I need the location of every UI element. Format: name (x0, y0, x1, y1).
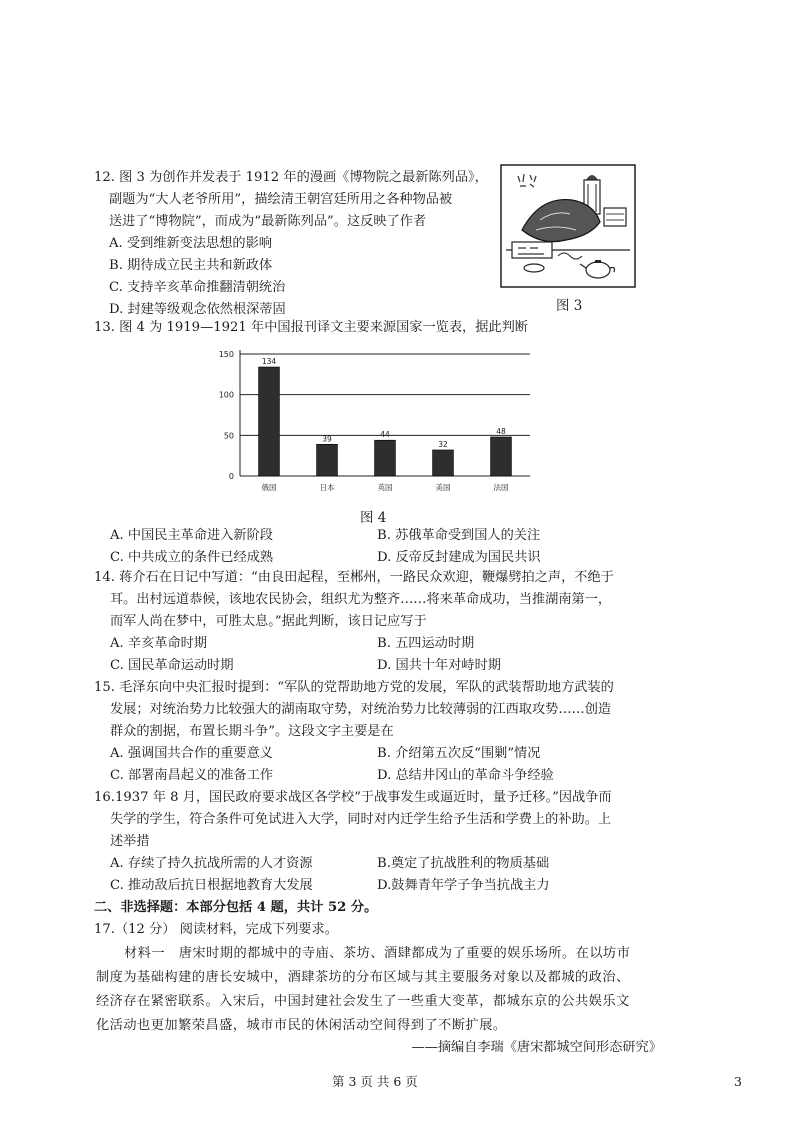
q13-option-d: D. 反帝反封建成为国民共识 (377, 550, 541, 565)
q12-option-d: D. 封建等级观念依然根深蒂固 (109, 302, 286, 317)
bar-data-label: 39 (322, 434, 332, 444)
material-line-3: 经济存在紧密联系。入宋后，中国封建社会发生了一些重大变革，都城东京的公共娱乐文 (96, 994, 630, 1009)
material-source: ——摘编自李瑞《唐宋都城空间形态研究》 (411, 1040, 662, 1055)
q15-option-a: A. 强调国共合作的重要意义 (110, 746, 273, 761)
y-tick-label: 150 (218, 350, 234, 359)
x-tick-label: 美国 (435, 483, 451, 492)
q13-stem: 13. 图 4 为 1919—1921 年中国报刊译文主要来源国家一览表，据此判断 (94, 320, 528, 335)
q14-option-a: A. 辛亥革命时期 (110, 636, 208, 651)
bar (433, 450, 454, 476)
material-line-4: 化活动也更加繁荣昌盛，城市市民的休闲活动空间得到了不断扩展。 (96, 1018, 507, 1033)
q14-line-2: 耳。出村远道恭候，该地农民协会，组织尤为整齐……将来革命成功，当推湖南第一， (110, 592, 612, 607)
bar (375, 440, 396, 476)
q13-option-c: C. 中共成立的条件已经成熟 (110, 550, 274, 565)
x-tick-label: 英国 (377, 483, 393, 492)
q14-option-b: B. 五四运动时期 (377, 636, 475, 651)
q15-option-c: C. 部署南昌起义的准备工作 (110, 768, 274, 783)
q15-line-1: 15. 毛泽东向中央汇报时提到：“军队的党帮助地方党的发展，军队的武装帮助地方武装的 (94, 680, 614, 695)
section-2-heading: 二、非选择题：本部分包括 4 题，共计 52 分。 (94, 900, 378, 915)
q16-option-b: B.奠定了抗战胜利的物质基础 (377, 856, 550, 871)
q15-option-d: D. 总结井冈山的革命斗争经验 (377, 768, 554, 783)
q15-line-3: 群众的割据，布置长期斗争”。这段文字主要是在 (110, 724, 394, 739)
q13-option-a: A. 中国民主革命进入新阶段 (110, 528, 273, 543)
q16-line-2: 失学的学生，符合条件可免试进入大学，同时对内迁学生给予生活和学费上的补助。上 (110, 812, 612, 827)
q16-option-c: C. 推动敌后抗日根据地教育大发展 (110, 878, 313, 893)
material-line-2: 制度为基础构建的唐长安城中，酒肆茶坊的分布区域与其主要服务对象以及都城的政治、 (96, 970, 630, 985)
q16-line-1: 16.1937 年 8 月，国民政府要求战区各学校“于战事发生或逼近时，量予迁移。”因战争而 (94, 790, 612, 805)
x-tick-label: 法国 (493, 483, 509, 492)
q12-line-1: 12. 图 3 为创作并发表于 1912 年的漫画《博物院之最新陈列品》， (94, 170, 488, 185)
q13-option-b: B. 苏俄革命受到国人的关注 (377, 528, 541, 543)
q16-option-a: A. 存续了持久抗战所需的人才资源 (110, 856, 313, 871)
q12-line-2: 副题为“大人老爷所用”，描绘清王朝宫廷所用之各种物品被 (109, 192, 453, 207)
figure-4-chart (210, 340, 540, 500)
q17-stem: 17.（12 分） 阅读材料，完成下列要求。 (94, 922, 338, 937)
figure-3-cartoon (500, 164, 636, 288)
bar (317, 444, 338, 476)
q15-line-2: 发展；对统治势力比较强大的湖南取守势，对统治势力比较薄弱的江西取攻势……创造 (110, 702, 612, 717)
y-tick-label: 0 (228, 472, 234, 481)
q14-line-1: 14. 蒋介石在日记中写道：“由良田起程，至郴州，一路民众欢迎，鞭爆劈拍之声，不绝于 (94, 570, 614, 585)
q12-option-c: C. 支持辛亥革命推翻清朝统治 (109, 280, 286, 295)
bar (259, 367, 280, 476)
q16-line-3: 述举措 (110, 834, 150, 849)
q14-line-3: 而军人尚在梦中，可胜太息。”据此判断，该日记应写于 (110, 614, 427, 629)
cartoon-illustration (500, 164, 636, 288)
q12-option-b: B. 期待成立民主共和新政体 (109, 258, 273, 273)
material-line-1: 材料一 唐宋时期的都城中的寺庙、茶坊、酒肆都成为了重要的娱乐场所。在以坊市 (124, 946, 631, 961)
bar (491, 437, 512, 476)
bar-data-label: 48 (496, 426, 506, 436)
q15-option-b: B. 介绍第五次反“围剿”情况 (377, 746, 541, 761)
y-tick-label: 50 (223, 431, 234, 441)
bar-data-label: 134 (261, 357, 277, 367)
q12-option-a: A. 受到维新变法思想的影响 (109, 236, 272, 251)
q14-option-d: D. 国共十年对峙时期 (377, 658, 501, 673)
bar-data-label: 44 (380, 430, 390, 440)
x-tick-label: 俄国 (261, 483, 277, 492)
chart-svg (210, 340, 540, 500)
y-tick-label: 100 (218, 390, 234, 400)
bar-data-label: 32 (438, 439, 448, 449)
footer-page-number: 3 (734, 1074, 742, 1089)
figure-3-caption: 图 3 (556, 298, 583, 314)
footer-page-label: 第 3 页 共 6 页 (332, 1074, 418, 1089)
q16-option-d: D.鼓舞青年学子争当抗战主力 (377, 878, 550, 893)
q12-line-3: 送进了“博物院”，而成为“最新陈列品”。这反映了作者 (109, 214, 427, 229)
x-tick-label: 日本 (319, 483, 335, 492)
figure-4-caption: 图 4 (360, 510, 387, 526)
q14-option-c: C. 国民革命运动时期 (110, 658, 234, 673)
